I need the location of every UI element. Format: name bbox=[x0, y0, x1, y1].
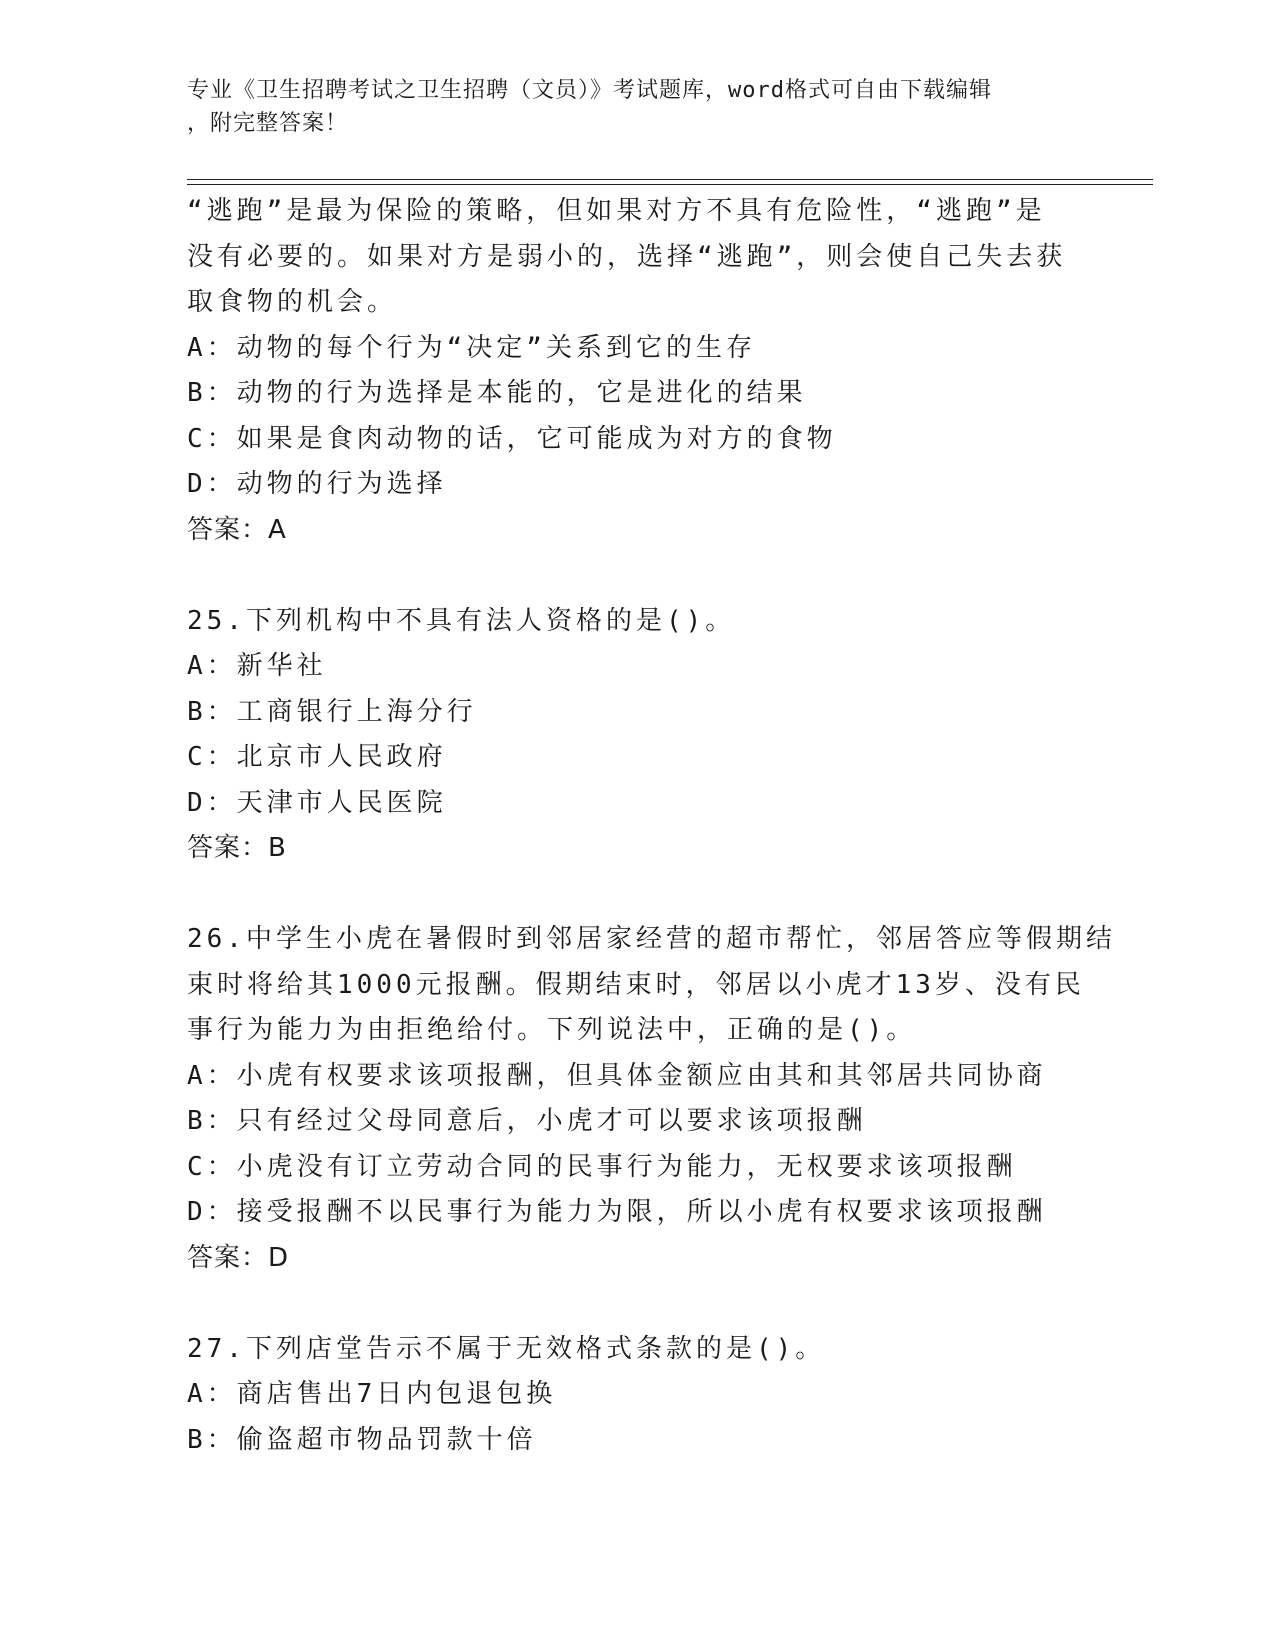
option-c: C：如果是食肉动物的话，它可能成为对方的食物 bbox=[187, 423, 837, 454]
option-c: C：北京市人民政府 bbox=[187, 742, 447, 772]
option-d: D：天津市人民医院 bbox=[187, 787, 447, 818]
document-body bbox=[187, 189, 1116, 1463]
option-d: D：接受报酬不以民事行为能力为限，所以小虎有权要求该项报酬 bbox=[187, 1197, 1047, 1227]
question-text-line: 没有必要的。如果对方是弱小的，选择“逃跑”，则会使自己失去获 bbox=[187, 241, 1067, 272]
option-b: B：动物的行为选择是本能的，它是进化的结果 bbox=[187, 378, 807, 408]
header-rule-bottom bbox=[187, 184, 1153, 185]
question-stem: 事行为能力为由拒绝给付。下列说法中，正确的是()。 bbox=[187, 1015, 917, 1045]
option-a: A：新华社 bbox=[187, 651, 327, 681]
option-b: B：只有经过父母同意后，小虎才可以要求该项报酬 bbox=[187, 1106, 867, 1136]
question-27 bbox=[187, 1327, 1087, 1464]
option-a: A：商店售出7日内包退包换 bbox=[187, 1379, 557, 1409]
option-c: C：小虎没有订立劳动合同的民事行为能力，无权要求该项报酬 bbox=[187, 1151, 1017, 1182]
header-line-2: ，附完整答案！ bbox=[187, 111, 349, 136]
option-a: A：动物的每个行为“决定”关系到它的生存 bbox=[187, 332, 756, 363]
question-stem: 27.下列店堂告示不属于无效格式条款的是()。 bbox=[187, 1333, 826, 1364]
answer-line: 答案：D bbox=[187, 1242, 290, 1273]
answer-line: 答案：A bbox=[187, 514, 287, 545]
option-b: B：工商银行上海分行 bbox=[187, 696, 477, 727]
question-26 bbox=[187, 917, 1116, 1281]
question-text-line: “逃跑”是最为保险的策略，但如果对方不具有危险性，“逃跑”是 bbox=[187, 196, 1046, 226]
question-stem: 束时将给其1000元报酬。假期结束时，邻居以小虎才13岁、没有民 bbox=[187, 969, 1085, 1000]
question-text-line: 取食物的机会。 bbox=[187, 287, 398, 317]
option-d: D：动物的行为选择 bbox=[187, 469, 447, 499]
answer-line: 答案：B bbox=[187, 833, 287, 863]
continued-question bbox=[187, 189, 1087, 553]
question-stem: 25.下列机构中不具有法人资格的是()。 bbox=[187, 605, 736, 636]
question-25 bbox=[187, 599, 1087, 872]
page-header bbox=[187, 74, 1067, 140]
question-stem: 26.中学生小虎在暑假时到邻居家经营的超市帮忙，邻居答应等假期结 bbox=[187, 924, 1116, 954]
option-a: A：小虎有权要求该项报酬，但具体金额应由其和其邻居共同协商 bbox=[187, 1060, 1047, 1091]
header-line-1: 专业《卫生招聘考试之卫生招聘（文员）》考试题库，word格式可自由下载编辑 bbox=[187, 78, 992, 103]
option-b: B：偷盗超市物品罚款十倍 bbox=[187, 1424, 537, 1455]
header-rule-top bbox=[187, 179, 1153, 180]
